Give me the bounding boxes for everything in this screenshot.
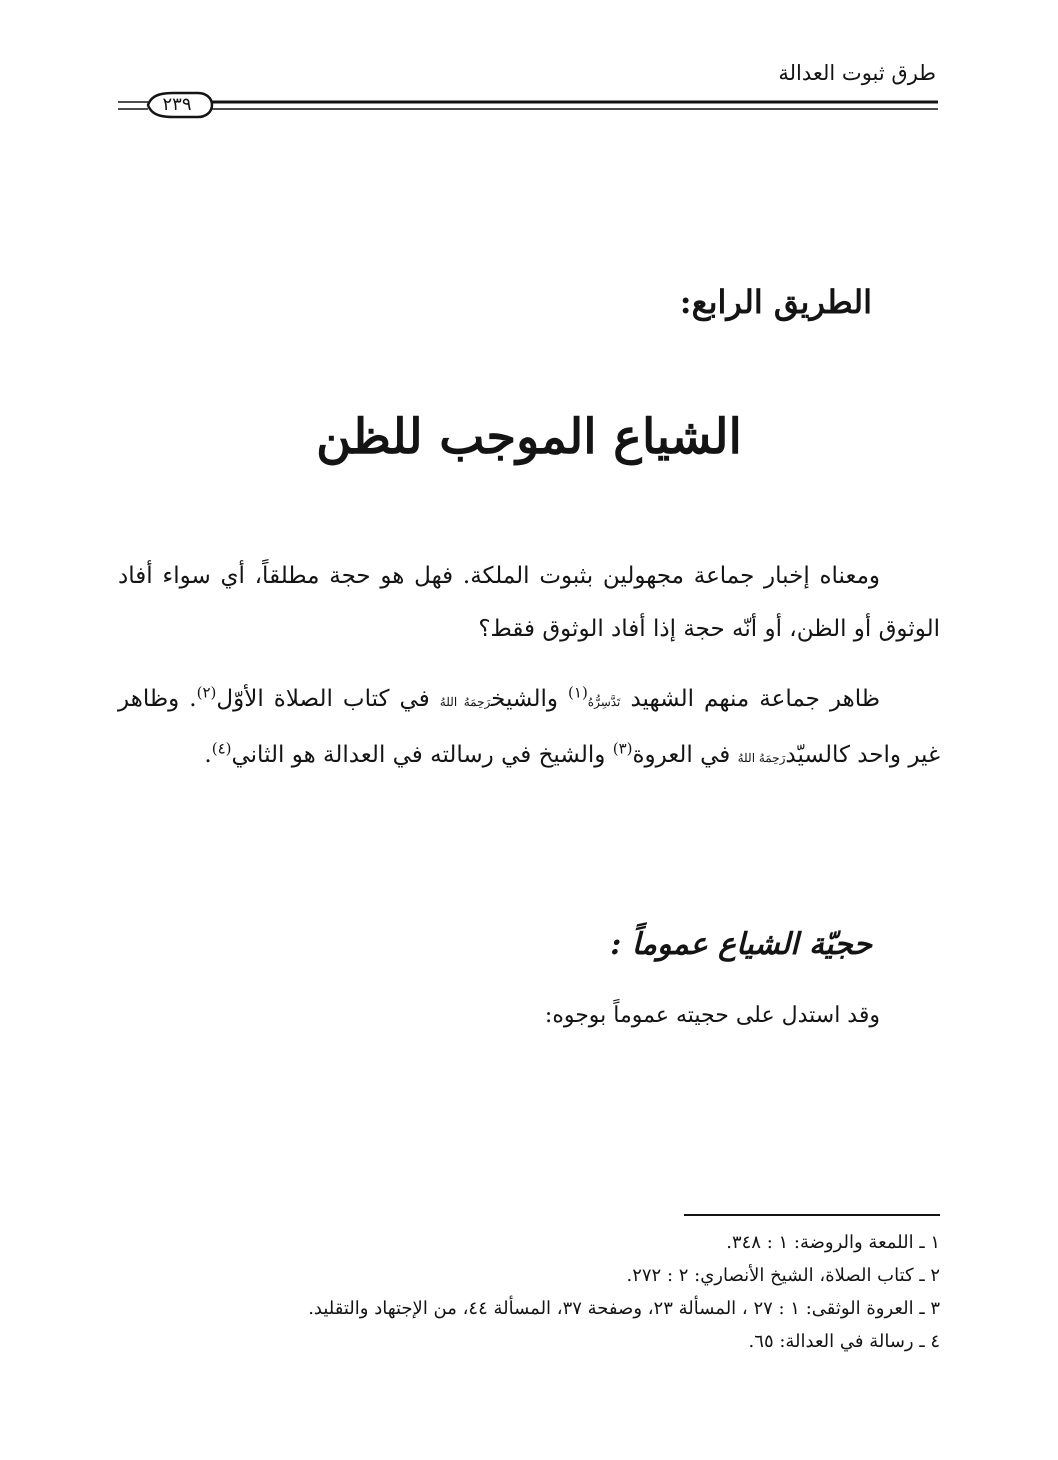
honorific: رَحِمَهُ اللهُ: [737, 751, 786, 765]
paragraph-definition: ومعناه إخبار جماعة مجهولين بثبوت الملكة. فهل هو حجة مطلقاً، أي سواء أفاد الوثوق أو الظن، أو أنّه حجة إذا أفاد الوثوق فقط؟: [118, 563, 940, 642]
footnote-ref[interactable]: (٣): [612, 739, 633, 758]
paragraph-text: .: [204, 742, 212, 768]
footnote-item: ٢ ـ كتاب الصلاة، الشيخ الأنصاري: ٢ : ٢٧٢.: [626, 1265, 940, 1286]
header-rule: [118, 90, 938, 120]
section-label: الطريق الرابع:: [679, 283, 872, 321]
paragraph-opinions: [118, 673, 940, 785]
page-number: ٢٣٩: [162, 94, 192, 115]
paragraph-text: والشيخ في رسالته في العدالة هو الثاني: [231, 742, 613, 768]
honorific: رَحِمَهُ اللهُ: [439, 695, 492, 709]
footnote-item: ١ ـ اللمعة والروضة: ١ : ٣٤٨.: [726, 1232, 940, 1253]
footnote-ref[interactable]: (٤): [211, 739, 232, 758]
subheading: حجيّة الشياع عموماً :: [610, 927, 872, 962]
intro-line: وقد استدل على حجيته عموماً بوجوه:: [544, 1003, 880, 1028]
footnotes-list: [118, 1226, 940, 1358]
footnote-divider: [684, 1214, 940, 1216]
chapter-title: الشياع الموجب للظن: [316, 409, 742, 465]
paragraph-text: . وظاهر غير واحد كالسيّد: [118, 686, 940, 768]
paragraph-text: والشيخ: [491, 686, 569, 712]
footnote-item: ٣ ـ العروة الوثقى: ١ : ٢٧ ، المسألة ٢٣، وصفحة ٣٧، المسألة ٤٤، من الإجتهاد والتقليد.: [308, 1298, 940, 1319]
honorific: تَدَّسِرُّهُ: [587, 695, 621, 709]
footnote-ref[interactable]: (١): [568, 683, 588, 702]
paragraph-text: ظاهر جماعة منهم الشهيد: [620, 686, 881, 712]
footnote-item: ٤ ـ رسالة في العدالة: ٦٥.: [748, 1331, 940, 1352]
paragraph-text: في العروة: [632, 742, 738, 768]
paragraph-text: في كتاب الصلاة الأوّل: [216, 686, 440, 712]
footnote-ref[interactable]: (٢): [196, 683, 217, 702]
running-title: طرق ثبوت العدالة: [778, 61, 936, 85]
